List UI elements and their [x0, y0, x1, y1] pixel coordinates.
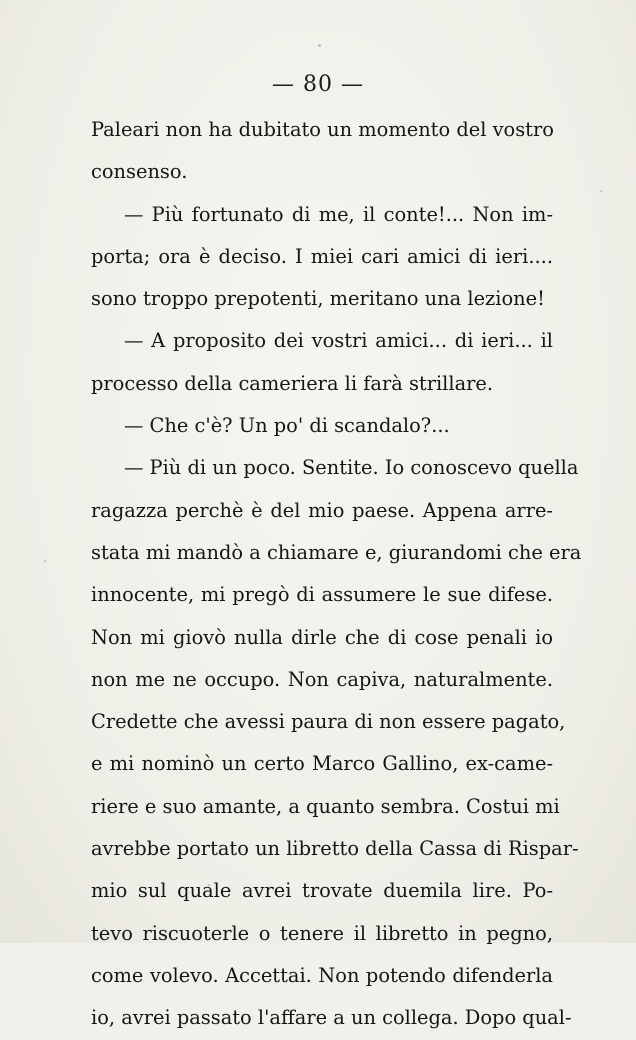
- text-line: ragazza perchè è del mio paese. Appena arre-: [91, 498, 553, 522]
- text-line: io, avrei passato l'affare a un collega. Dopo qual-: [91, 1006, 572, 1030]
- body-text: [91, 109, 582, 1040]
- text-line: Paleari non ha dubitato un momento del vostro: [91, 118, 554, 141]
- text-line: consenso.: [91, 160, 188, 184]
- paper-speck: [318, 44, 321, 47]
- text-line: porta; ora è deciso. I miei cari amici di ieri....: [91, 244, 553, 268]
- text-line: e mi nominò un certo Marco Gallino, ex-came-: [91, 752, 553, 776]
- text-line: tevo riscuoterle o tenere il libretto in pegno,: [91, 921, 553, 945]
- text-line: non me ne occupo. Non capiva, naturalmente.: [91, 667, 553, 691]
- text-line: sono troppo prepotenti, meritano una lezione!: [91, 287, 545, 311]
- text-line: — Che c'è? Un po' di scandalo?...: [124, 414, 450, 438]
- text-line: Non mi giovò nulla dirle che di cose penali io: [91, 625, 553, 649]
- paper-speck: [44, 560, 46, 562]
- page-number: — 80 —: [272, 72, 364, 97]
- text-line: stata mi mandò a chiamare e, giurandomi che era: [91, 540, 582, 564]
- text-line: mio sul quale avrei trovate duemila lire. Po-: [91, 879, 553, 903]
- text-line: — Più fortunato di me, il conte!... Non im-: [124, 202, 553, 226]
- text-line: — A proposito dei vostri amici... di ieri... il: [124, 329, 553, 353]
- text-line: Credette che avessi paura di non essere pagato,: [91, 710, 566, 734]
- text-line: innocente, mi pregò di assumere le sue difese.: [91, 583, 553, 607]
- text-line: avrebbe portato un libretto della Cassa di Rispar-: [91, 837, 579, 861]
- text-line: come volevo. Accettai. Non potendo difenderla: [91, 963, 553, 987]
- text-line: riere e suo amante, a quanto sembra. Costui mi: [91, 794, 560, 818]
- paper-speck: [600, 190, 602, 192]
- text-line: — Più di un poco. Sentite. Io conoscevo quella: [124, 456, 579, 480]
- text-line: processo della cameriera li farà strillare.: [91, 371, 494, 395]
